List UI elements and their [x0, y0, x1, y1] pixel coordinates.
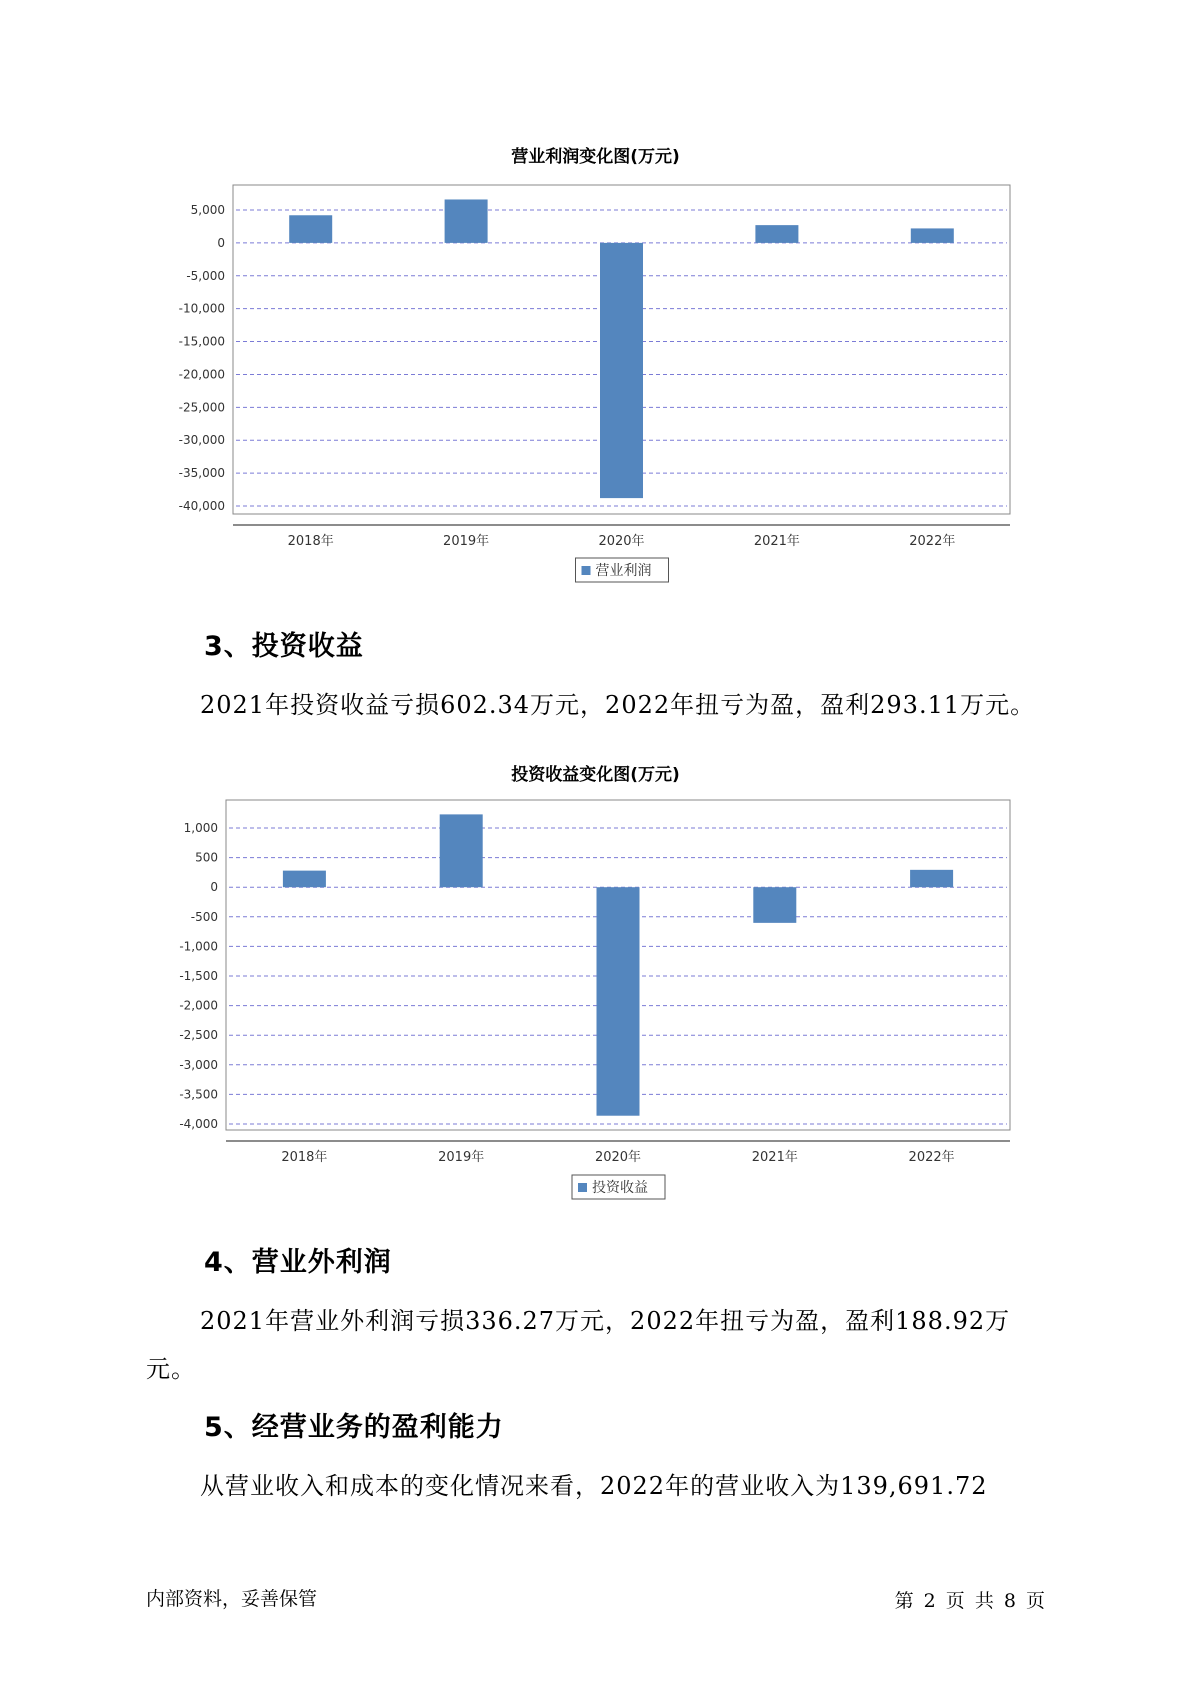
y-tick-label: 5,000	[190, 203, 225, 217]
chart-title-operating-profit: 营业利润变化图(万元)	[511, 147, 680, 167]
y-tick-label: -35,000	[178, 466, 225, 481]
y-tick-label: -4,000	[179, 1117, 218, 1131]
y-tick-label: -15,000	[178, 334, 225, 349]
y-tick-label: 0	[217, 235, 225, 250]
bar	[283, 871, 326, 888]
y-tick-label: -1,000	[179, 939, 218, 954]
x-tick-label: 2022年	[908, 1150, 955, 1165]
x-tick-label: 2019年	[438, 1150, 485, 1165]
bar	[910, 870, 953, 887]
y-tick-label: -40,000	[178, 499, 225, 513]
x-tick-label: 2020年	[598, 534, 645, 549]
footer-page-number: 第 2 页 共 8 页	[894, 1590, 1045, 1612]
x-tick-label: 2018年	[281, 1150, 328, 1165]
bar	[440, 814, 483, 887]
legend-label: 营业利润	[595, 563, 652, 579]
y-tick-label: -10,000	[178, 301, 225, 316]
bar	[753, 887, 796, 923]
y-tick-label: 0	[210, 880, 218, 895]
x-tick-label: 2018年	[287, 534, 334, 549]
y-tick-label: -25,000	[178, 400, 225, 415]
y-tick-label: -500	[190, 909, 218, 924]
paragraph-profitability: 从营业收入和成本的变化情况来看，2022年的营业收入为139,691.72	[200, 1472, 988, 1500]
y-tick-label: -1,500	[179, 969, 218, 983]
y-tick-label: -3,000	[179, 1057, 218, 1072]
x-tick-label: 2022年	[909, 534, 956, 549]
y-tick-label: 1,000	[183, 821, 218, 835]
section-heading-profitability: 5、经营业务的盈利能力	[204, 1412, 504, 1443]
y-tick-label: -20,000	[178, 367, 225, 382]
y-tick-label: -2,000	[179, 998, 218, 1013]
x-tick-label: 2021年	[751, 1150, 798, 1165]
legend-swatch	[578, 1183, 587, 1192]
section-heading-non-operating-profit: 4、营业外利润	[204, 1247, 392, 1278]
paragraph-non-operating-profit: 2021年营业外利润亏损336.27万元，2022年扭亏为盈，盈利188.92万元。	[146, 1307, 1011, 1383]
chart-title-investment-income: 投资收益变化图(万元)	[511, 765, 680, 785]
paragraph-investment-income: 2021年投资收益亏损602.34万元，2022年扭亏为盈，盈利293.11万元。	[200, 691, 1036, 719]
y-tick-label: 500	[195, 850, 218, 865]
legend-label: 投资收益	[592, 1180, 648, 1196]
y-tick-label: -2,500	[179, 1028, 218, 1043]
y-tick-label: -30,000	[178, 433, 225, 448]
x-tick-label: 2021年	[753, 534, 800, 549]
footer-confidential-note: 内部资料，妥善保管	[146, 1588, 318, 1610]
section-heading-investment-income: 3、投资收益	[204, 631, 364, 662]
y-tick-label: -3,500	[179, 1087, 218, 1102]
y-tick-label: -5,000	[186, 268, 225, 283]
x-tick-label: 2020年	[594, 1150, 642, 1165]
x-tick-label: 2019年	[443, 534, 490, 549]
bar	[597, 887, 640, 1116]
